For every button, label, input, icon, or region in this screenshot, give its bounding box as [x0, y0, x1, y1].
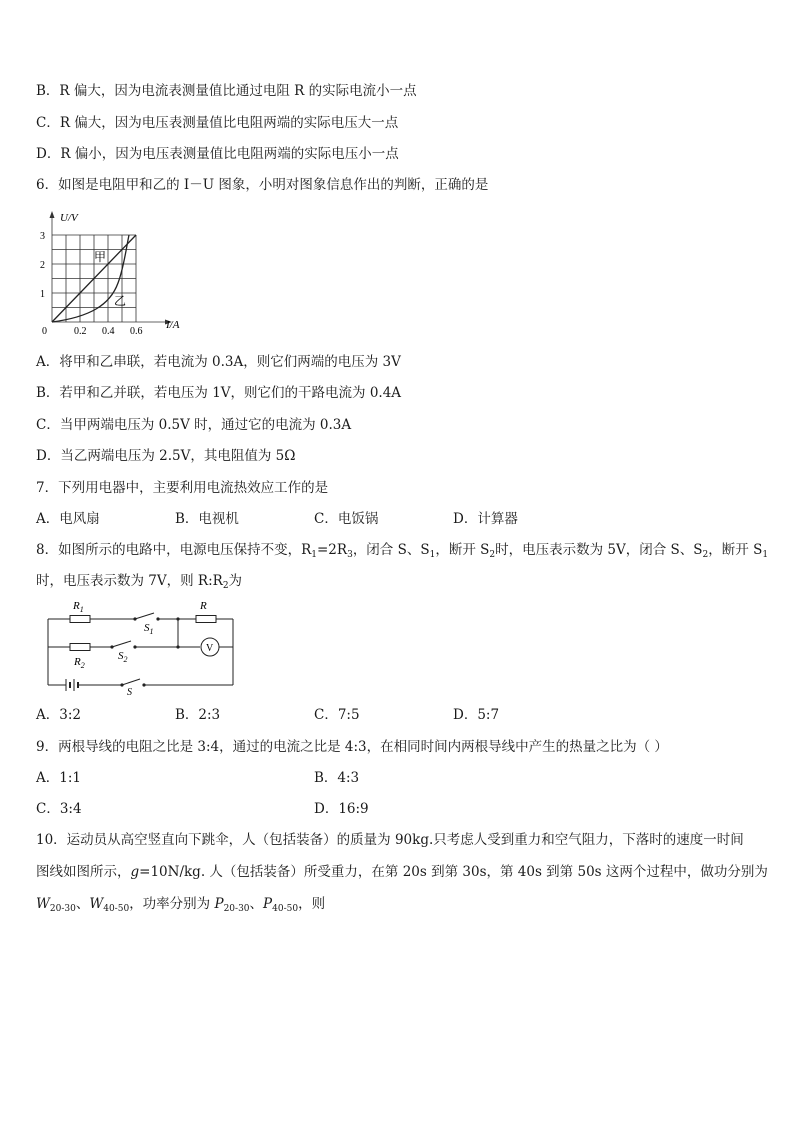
q7-option-d: D．计算器 [453, 511, 518, 527]
q7-stem: 7．下列用电器中，主要利用电流热效应工作的是 [36, 480, 329, 496]
q8-option-d: D．5:7 [453, 707, 500, 723]
label-yi: 乙 [114, 294, 127, 308]
label-r2: $R_2$ [74, 656, 85, 670]
label-s2: $S_2$ [118, 650, 128, 664]
q10-stem-line3: $W_{20-30}$、$W_{40-50}$，功率分别为 $P_{20-30}$、$P_{40-50}$，则 [36, 896, 326, 914]
resistor-r1 [70, 616, 90, 623]
q6-option-d: D．当乙两端电压为 2.5V，其电阻值为 5Ω [36, 448, 296, 464]
circuit-diagram [40, 597, 250, 695]
q8-option-a: A．3:2 [36, 707, 81, 723]
q9-option-b: B．4:3 [314, 770, 360, 786]
q5-option-c: C．R 偏大，因为电压表测量值比电阻两端的实际电压大一点 [36, 115, 399, 131]
y-tick-2: 2 [40, 260, 45, 271]
q8-option-b: B．2:3 [175, 707, 221, 723]
q6-option-b: B．若甲和乙并联，若电压为 1V，则它们的干路电流为 0.4A [36, 385, 402, 401]
q9-stem: 9．两根导线的电阻之比是 3:4，通过的电流之比是 4:3，在相同时间内两根导线中产生的热量之比为（ ） [36, 739, 668, 755]
label-r1: $R_1$ [73, 600, 84, 614]
q8-option-c: C．7:5 [314, 707, 360, 723]
y-arrow-icon [50, 211, 55, 218]
label-jia: 甲 [94, 250, 107, 264]
x-axis-label: I/A [166, 319, 180, 331]
q5-option-d: D．R 偏小，因为电压表测量值比电阻两端的实际电压小一点 [36, 146, 399, 162]
x-tick-0-6: 0.6 [130, 326, 143, 337]
q5-option-b: B．R 偏大，因为电流表测量值比通过电阻 R 的实际电流小一点 [36, 83, 417, 99]
q10-stem-line1: 10．运动员从高空竖直向下跳伞，人（包括装备）的质量为 90kg.只考虑人受到重力和空气阻力，下落时的速度一时间 [36, 832, 744, 848]
resistor-r [196, 616, 216, 623]
origin-label: 0 [42, 326, 47, 337]
q7-option-b: B．电视机 [175, 511, 239, 527]
resistor-r2 [70, 644, 90, 651]
q9-option-d: D．16:9 [314, 801, 369, 817]
q6-stem: 6．如图是电阻甲和乙的 I－U 图象，小明对图象信息作出的判断，正确的是 [36, 177, 489, 193]
q8-stem-line1: 8．如图所示的电路中，电源电压保持不变，$R_1=2R_3$，闭合 S、$S_1$，断开 $S_2$时，电压表示数为 5V，闭合 S、$S_2$，断开 $S_1$ [36, 542, 769, 560]
label-r: R [200, 600, 207, 612]
q6-option-a: A．将甲和乙串联，若电流为 0.3A，则它们两端的电压为 3V [36, 354, 401, 370]
label-s1: $S_1$ [144, 622, 154, 636]
q7-option-c: C．电饭锅 [314, 511, 379, 527]
label-s: S [127, 687, 132, 695]
q8-stem-line2: 时，电压表示数为 7V，则 $R:R_2$为 [36, 573, 243, 591]
q7-option-a: A．电风扇 [36, 511, 100, 527]
label-v: V [206, 643, 214, 654]
x-tick-0-4: 0.4 [102, 326, 115, 337]
switch-s2 [112, 641, 131, 647]
switch-s1 [135, 613, 154, 619]
q10-stem-line2: 图线如图所示，g=10N/kg. 人（包括装备）所受重力，在第 20s 到第 30s，第 40s 到第 50s 这两个过程中，做功分别为 [36, 864, 768, 880]
q9-option-a: A．1:1 [36, 770, 81, 786]
switch-s [122, 679, 140, 685]
q9-option-c: C．3:4 [36, 801, 82, 817]
y-axis-label: U/V [60, 212, 78, 224]
y-tick-3: 3 [40, 231, 45, 242]
q6-option-c: C．当甲两端电压为 0.5V 时，通过它的电流为 0.3A [36, 417, 352, 433]
iu-graph [30, 207, 190, 339]
x-tick-0-2: 0.2 [74, 326, 87, 337]
y-tick-1: 1 [40, 289, 45, 300]
